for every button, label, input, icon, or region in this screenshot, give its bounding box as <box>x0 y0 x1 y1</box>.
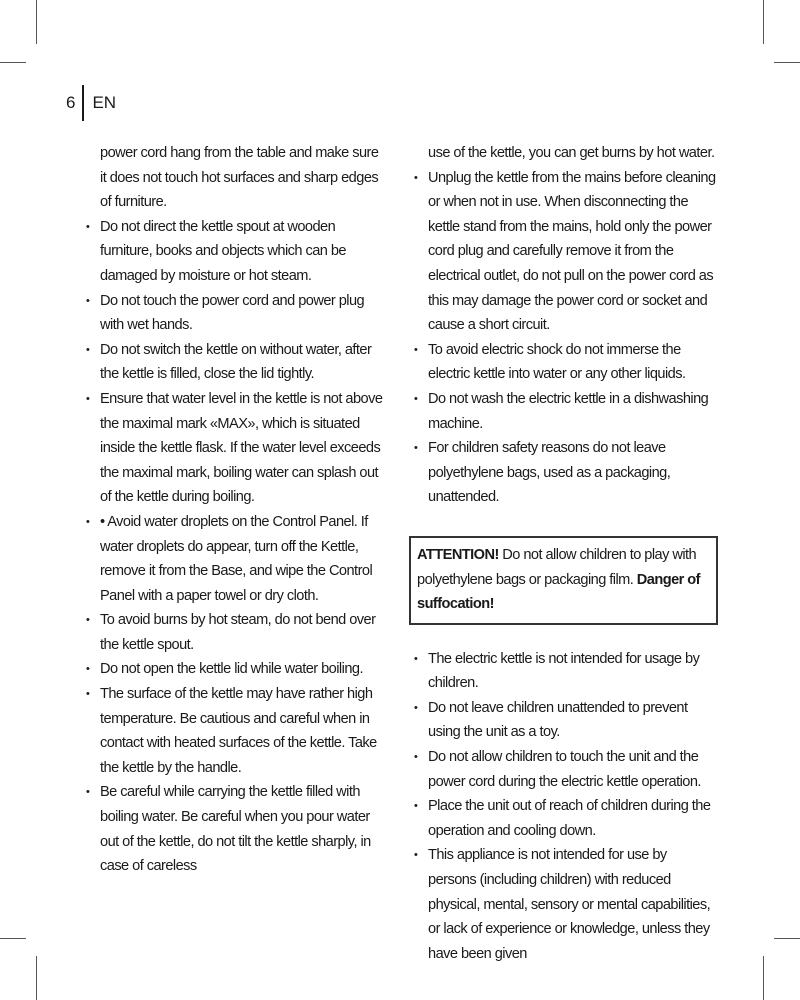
bullet-icon: • <box>86 614 90 627</box>
attention-emphasis: Danger of suffocation! <box>417 571 700 613</box>
list-item-text: Be careful while carrying the kettle filled with boiling water. Be careful when you pour water out of the kettle, do not tilt the kettle sharply, in case of careless <box>100 784 371 875</box>
list-item <box>410 166 718 338</box>
bullet-icon: • <box>414 751 418 764</box>
bullet-icon: • <box>86 343 90 356</box>
list-item <box>82 215 386 289</box>
page-header <box>66 85 116 121</box>
bullet-icon: • <box>414 343 418 356</box>
list-item <box>410 338 718 387</box>
crop-mark <box>0 938 26 939</box>
list-item-text: To avoid electric shock do not immerse the electric kettle into water or any other liquids. <box>428 341 686 383</box>
crop-mark <box>763 0 764 44</box>
list-item-text: Unplug the kettle from the mains before cleaning or when not in use. When disconnecting the kettle stand from the mains, hold only the power cord plug and carefully remove it from the electrical outlet, do not pull on the power cord as this may damage the power cord or socket and cause a short circuit. <box>428 169 716 334</box>
crop-mark <box>36 0 37 44</box>
bullet-icon: • <box>414 392 418 405</box>
list-item <box>82 780 386 878</box>
list-item-text: Do not touch the power cord and power plug with wet hands. <box>100 292 365 334</box>
list-item-text: Place the unit out of reach of children during the operation and cooling down. <box>428 798 711 839</box>
list-item <box>82 657 386 682</box>
bullet-icon: • <box>86 688 90 701</box>
list-item <box>82 387 386 510</box>
bullet-icon: • <box>86 663 90 676</box>
list-item <box>410 436 718 510</box>
list-item <box>82 338 386 387</box>
bullet-icon: • <box>414 800 418 813</box>
list-item-text: The surface of the kettle may have rather high temperature. Be cautious and careful when in contact with heated surfaces of the kettle. Take the kettle by the handle. <box>100 686 377 776</box>
list-item-text: The electric kettle is not intended for usage by children. <box>428 650 700 692</box>
left-column <box>82 141 386 879</box>
bullet-icon: • <box>86 786 90 799</box>
list-item <box>410 843 718 966</box>
bullet-icon: • <box>414 442 418 455</box>
list-item <box>82 510 386 608</box>
crop-mark <box>774 938 800 939</box>
attention-text: Do not allow children to play with polyethylene bags or packaging film. <box>417 546 697 588</box>
bullet-icon: • <box>86 294 90 307</box>
list-item-text: Do not allow children to touch the unit and the power cord during the electric kettle operation. <box>428 749 701 790</box>
bullet-icon: • <box>414 849 418 862</box>
list-item-text: Do not leave children unattended to prevent using the unit as a toy. <box>428 699 688 741</box>
list-item-text: To avoid burns by hot steam, do not bend over the kettle spout. <box>100 612 376 653</box>
list-item-text: • Avoid water droplets on the Control Panel. If water droplets do appear, turn off the Kettle, remove it from the Base, and wipe the Control Panel with a paper towel or dry cloth. <box>100 513 373 604</box>
list-item <box>82 608 386 657</box>
attention-box <box>409 536 718 625</box>
bullet-icon: • <box>86 220 90 233</box>
list-item <box>82 141 386 215</box>
list-item-text: For children safety reasons do not leave polyethylene bags, used as a packaging, unattended. <box>428 440 671 506</box>
list-item <box>410 141 718 166</box>
list-item-text: use of the kettle, you can get burns by hot water. <box>428 145 715 161</box>
list-item-text: Do not wash the electric kettle in a dishwashing machine. <box>428 390 709 432</box>
attention-label: ATTENTION! <box>417 546 499 563</box>
crop-mark <box>774 62 800 63</box>
bullet-icon: • <box>86 392 90 405</box>
list-item <box>410 745 718 794</box>
crop-mark <box>763 956 764 1000</box>
list-item <box>410 696 718 745</box>
right-column <box>410 141 718 966</box>
list-item <box>82 289 386 338</box>
list-item <box>410 794 718 843</box>
list-item <box>410 647 718 696</box>
bullet-icon: • <box>86 515 90 528</box>
language-code: EN <box>92 93 117 112</box>
list-item <box>410 387 718 436</box>
bullet-icon: • <box>414 701 418 714</box>
page-number: 6 <box>66 93 76 112</box>
list-item-text: Do not open the kettle lid while water boiling. <box>100 661 363 678</box>
list-item-text: This appliance is not intended for use by persons (including children) with reduced physical, mental, sensory or mental capabilities, or lack of experience or knowledge, unless they have been given <box>428 847 711 962</box>
bullet-icon: • <box>414 171 418 184</box>
list-item-text: Do not switch the kettle on without water, after the kettle is filled, close the lid tightly. <box>100 341 372 383</box>
list-item <box>82 682 386 780</box>
list-item-text: Do not direct the kettle spout at wooden furniture, books and objects which can be damaged by moisture or hot steam. <box>100 218 346 284</box>
crop-mark <box>36 956 37 1000</box>
list-item-text: Ensure that water level in the kettle is not above the maximal mark «MAX», which is situated inside the kettle flask. If the water level exceeds the maximal mark, boiling water can splash out of the kettle during boiling. <box>100 390 383 506</box>
list-item-text: power cord hang from the table and make sure it does not touch hot surfaces and sharp edges of furniture. <box>100 145 379 211</box>
header-divider <box>82 85 84 121</box>
bullet-icon: • <box>414 652 418 665</box>
crop-mark <box>0 62 26 63</box>
